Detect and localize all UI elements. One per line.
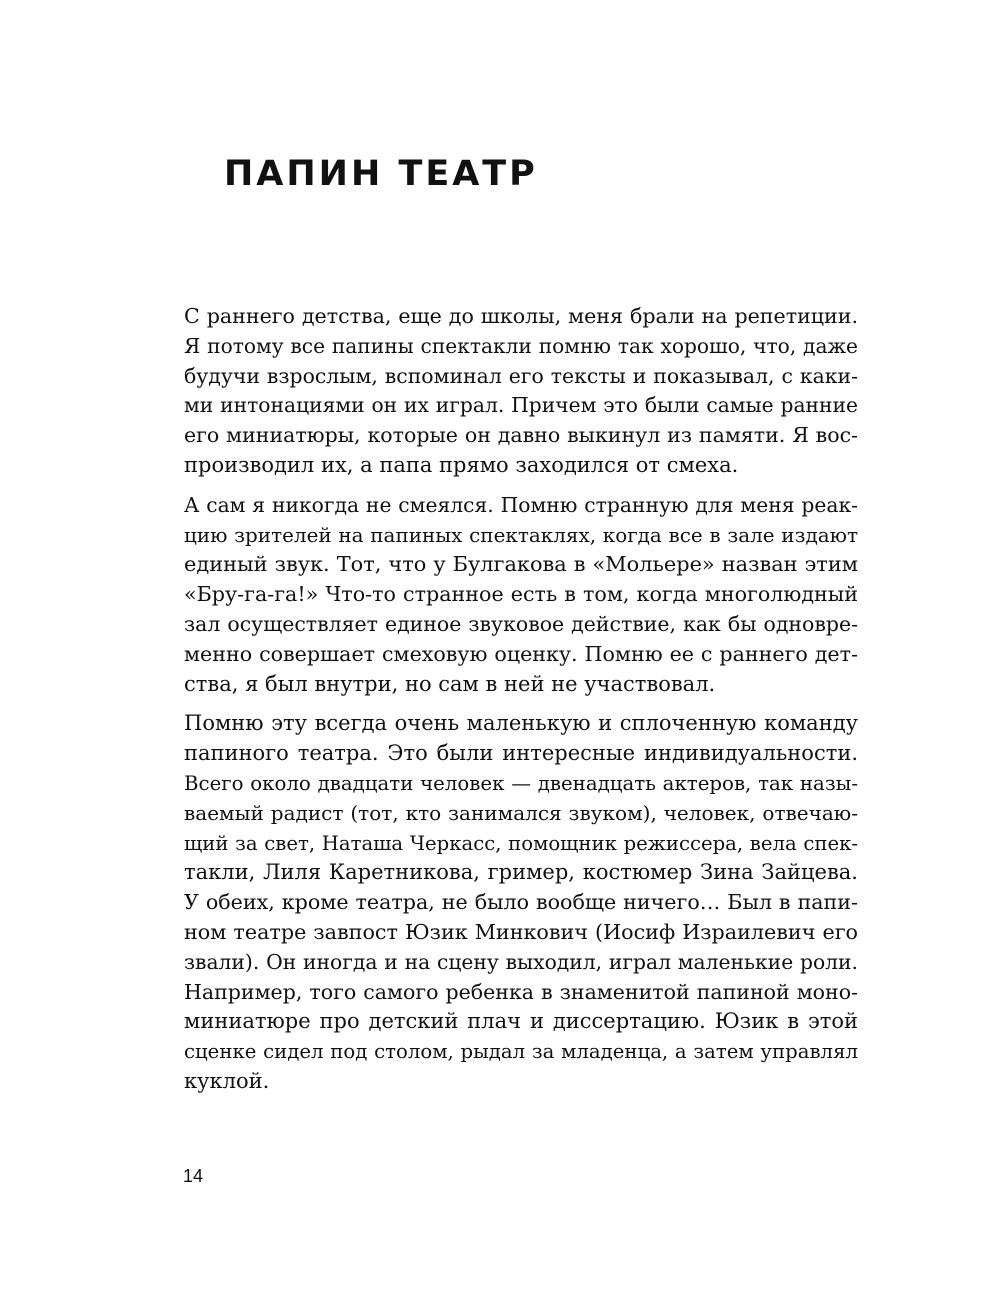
body-text [184, 302, 858, 1097]
text-line: сценке сидел под столом, рыдал за младенца, а затем управлял [184, 1040, 858, 1064]
text-line: Помню эту всегда очень маленькую и сплоченную команду [184, 711, 858, 736]
text-line: производил их, а папа прямо заходился от смеха. [184, 452, 739, 477]
text-line: единый звук. Тот, что у Булгакова в «Мольере» назван этим [184, 552, 858, 577]
paragraph-2 [184, 491, 858, 700]
text-line: щий за свет, Наташа Черкасс, помощник режиссера, вела спек- [184, 831, 858, 855]
paragraph-1 [184, 302, 858, 481]
text-line: ном театре завпост Юзик Минкович (Иосиф Израилевич его [184, 919, 858, 944]
text-line: куклой. [184, 1068, 270, 1093]
text-line: зал осуществляет единое звуковое действие, как бы одновре- [184, 611, 858, 636]
text-line: звали). Он иногда и на сцену выходил, играл маленькие роли. [184, 949, 858, 974]
text-line: ства, я был внутри, но сам в ней не участвовал. [184, 671, 716, 696]
text-line: ваемый радист (тот, кто занимался звуком), человек, отвечаю- [184, 800, 858, 825]
chapter-title: ПАПИН ТЕАТР [224, 154, 538, 194]
text-line: миниатюре про детский плач и диссертацию. Юзик в этой [184, 1009, 858, 1034]
text-line: «Бру-га-га!» Что-то странное есть в том, когда многолюдный [184, 582, 858, 607]
paragraph-3 [184, 709, 858, 1096]
text-line: папиного театра. Это были интересные индивидуальности. [184, 741, 858, 766]
text-line: его миниатюры, которые он давно выкинул из памяти. Я вос- [184, 423, 858, 448]
text-line: ми интонациями он их играл. Причем это были самые ранние [184, 393, 858, 418]
text-line: А сам я никогда не смеялся. Помню странную для меня реак- [184, 492, 858, 517]
text-line: Я потому все папины спектакли помню так хорошо, что, даже [184, 333, 858, 358]
page-number: 14 [183, 1166, 204, 1186]
text-line: будучи взрослым, вспоминал его тексты и показывал, с каки- [184, 363, 858, 388]
text-line: У обеих, кроме театра, не было вообще ничего… Был в папи- [184, 890, 858, 915]
text-line: Всего около двадцати человек — двенадцать актеров, так назы- [184, 771, 858, 795]
text-line: Например, того самого ребенка в знаменитой папиной моно- [184, 979, 858, 1004]
text-line: менно совершает смеховую оценку. Помню ее с раннего дет- [184, 641, 858, 666]
text-line: такли, Лиля Каретникова, гример, костюмер Зина Зайцева. [184, 860, 858, 885]
text-line: С раннего детства, еще до школы, меня брали на репетиции. [184, 304, 858, 328]
text-line: цию зрителей на папиных спектаклях, когда все в зале издают [184, 522, 858, 547]
